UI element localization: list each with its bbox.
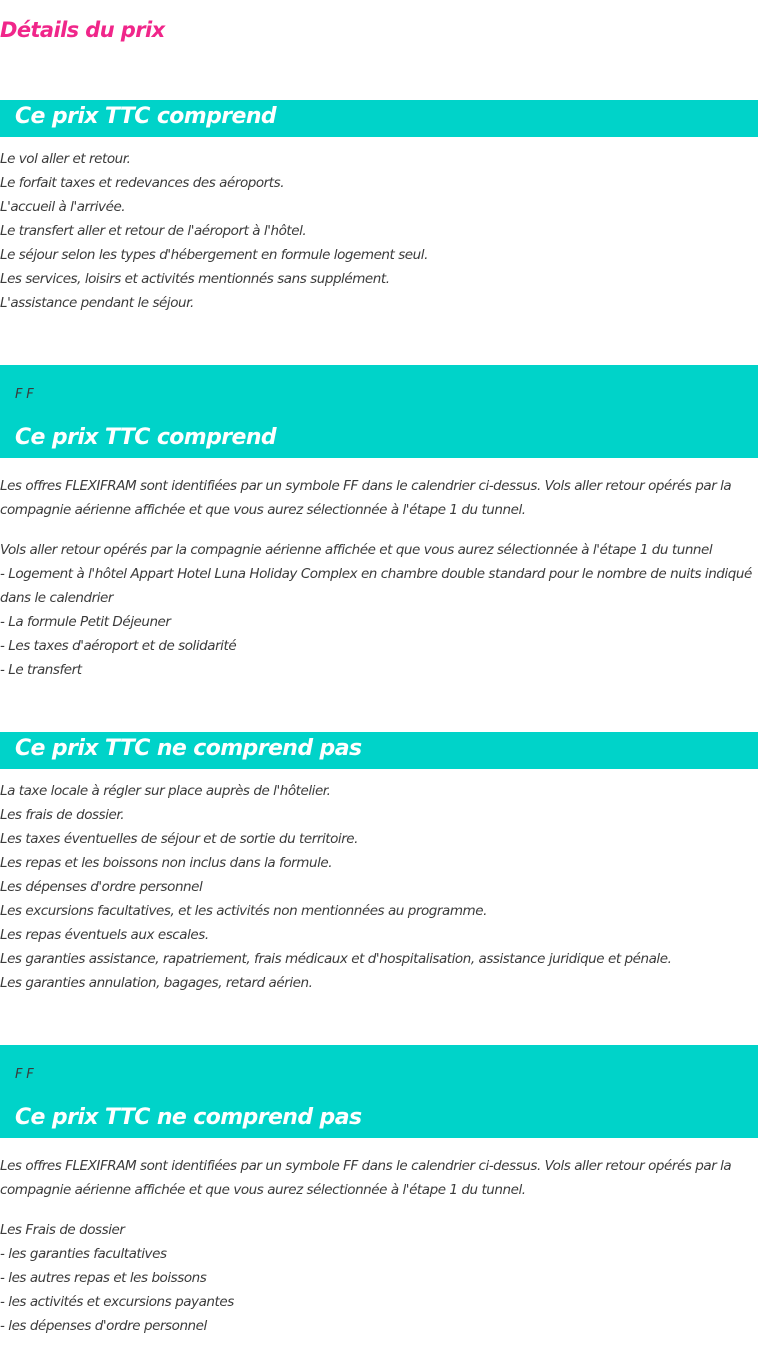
list-item: Les garanties annulation, bagages, retard aérien. [0,975,313,991]
ff-badge: F F [15,387,34,402]
ff-included-intro [0,474,756,522]
list-item: Les repas et les boissons non inclus dans la formule. [0,855,333,871]
list-item: - les autres repas et les boissons [0,1270,207,1286]
list-item: La taxe locale à régler sur place auprès de l'hôtelier. [0,783,331,799]
ff-badge: F F [15,1067,34,1082]
list-item: Les garanties assistance, rapatriement, frais médicaux et d'hospitalisation, assistance juridique et pénale. [0,951,672,967]
page-title: Détails du prix [0,18,165,42]
list-item: Les excursions facultatives, et les activités non mentionnées au programme. [0,903,487,919]
list-item: - La formule Petit Déjeuner [0,614,171,630]
list-item: - Logement à l'hôtel Appart Hotel Luna Holiday Complex en chambre double standard pour le nombre de nuits indiqué dans le calendrier [0,566,752,606]
list-item: L'assistance pendant le séjour. [0,295,194,311]
intro-paragraph: Les offres FLEXIFRAM sont identifiées par un symbole FF dans le calendrier ci-dessus. Vols aller retour opérés par la compagnie aérienne affichée et que vous aurez sélectionnée à l'étape 1 du tunnel. [0,478,732,518]
section-banner-ff-included [0,365,758,458]
included-list [0,147,756,315]
section-title: Ce prix TTC ne comprend pas [15,1105,362,1130]
list-item: Le vol aller et retour. [0,151,131,167]
list-item: Les services, loisirs et activités mentionnés sans supplément. [0,271,390,287]
list-item: Les repas éventuels aux escales. [0,927,209,943]
list-item: Les taxes éventuelles de séjour et de sortie du territoire. [0,831,359,847]
list-item: - les activités et excursions payantes [0,1294,234,1310]
list-item: - Les taxes d'aéroport et de solidarité [0,638,237,654]
list-item: - les dépenses d'ordre personnel [0,1318,207,1334]
not-included-list [0,779,756,995]
section-banner-ff-not-included [0,1045,758,1138]
intro-paragraph: Les offres FLEXIFRAM sont identifiées par un symbole FF dans le calendrier ci-dessus. Vols aller retour opérés par la compagnie aérienne affichée et que vous aurez sélectionnée à l'étape 1 du tunnel. [0,1158,732,1198]
section-title: Ce prix TTC comprend [15,104,277,129]
section-title: Ce prix TTC comprend [15,425,277,450]
list-item: Les dépenses d'ordre personnel [0,879,203,895]
list-item: - Le transfert [0,662,82,678]
list-item: L'accueil à l'arrivée. [0,199,126,215]
ff-included-list [0,538,756,682]
list-item: Les Frais de dossier [0,1222,125,1238]
ff-not-included-list [0,1218,756,1338]
list-item: Le transfert aller et retour de l'aéroport à l'hôtel. [0,223,307,239]
list-item: Le forfait taxes et redevances des aéroports. [0,175,285,191]
section-banner-not-included [0,732,758,769]
list-item: Les frais de dossier. [0,807,125,823]
ff-not-included-intro [0,1154,756,1202]
section-banner-included [0,100,758,137]
list-item: - les garanties facultatives [0,1246,167,1262]
list-item: Vols aller retour opérés par la compagnie aérienne affichée et que vous aurez sélectionnée à l'étape 1 du tunnel [0,542,713,558]
section-title: Ce prix TTC ne comprend pas [15,736,362,761]
list-item: Le séjour selon les types d'hébergement en formule logement seul. [0,247,428,263]
